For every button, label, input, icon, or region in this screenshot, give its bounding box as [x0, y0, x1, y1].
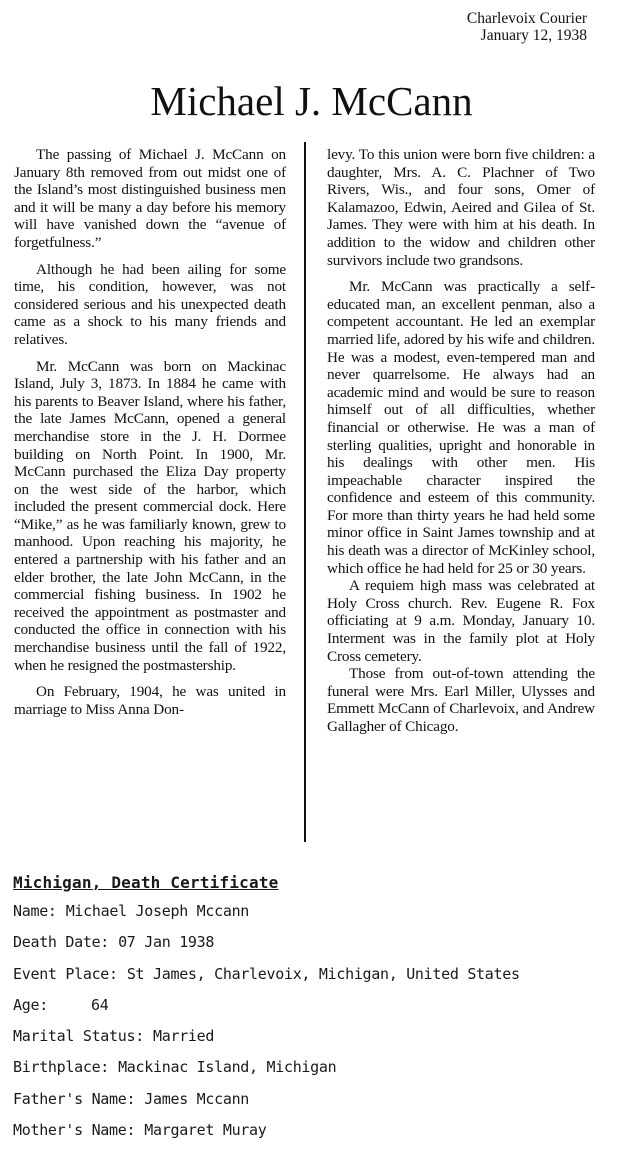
publication-date: January 12, 1938	[480, 27, 587, 44]
field-label: Mother's Name:	[13, 1121, 136, 1140]
field-value: 07 Jan 1938	[118, 933, 215, 952]
field-label: Death Date:	[13, 933, 110, 952]
certificate-row-age	[13, 990, 603, 1021]
field-value: Michael Joseph Mccann	[65, 902, 250, 920]
paragraph: levy. To this union were born five children: a daughter, Mrs. A. C. Plachner of Two Rivers, Wis., and four sons, Omer of Kalamazoo, Edwin, Aeired and Gilea of St. James. They were with him at his death. In addition to the widow and children other survivors include two grandsons.	[327, 146, 595, 269]
field-label: Age:	[13, 995, 48, 1014]
source-masthead	[467, 10, 587, 44]
death-certificate	[13, 870, 603, 1146]
certificate-row-mother	[13, 1115, 603, 1146]
field-value: St James, Charlevoix, Michigan, United States	[126, 964, 520, 983]
paragraph: Those from out-of-town attending the funeral were Mrs. Earl Miller, Ulysses and Emmett McCann of Charlevoix, and Andrew Gallagher of Chicago.	[327, 665, 595, 735]
certificate-heading: Michigan, Death Certificate	[13, 873, 279, 892]
certificate-row-event-place	[13, 959, 603, 990]
field-label: Marital Status:	[13, 1027, 144, 1046]
certificate-row-marital-status	[13, 1021, 603, 1052]
paragraph: Although he had been ailing for some time, his condition, however, was not considered serious and his unexpected death came as a shock to his many friends and relatives.	[14, 260, 286, 348]
column-divider	[304, 142, 306, 842]
certificate-row-birthplace	[13, 1052, 603, 1083]
obituary-left-column	[14, 146, 286, 727]
field-label: Event Place:	[13, 964, 118, 983]
paragraph: Mr. McCann was practically a self-educated man, an excellent penman, also a competent accountant. He led an exemplar married life, adored by his wife and children. He was a modest, even-tempered man and never quarrelsome. He always had an academic mind and would be sure to reason himself out of all difficulties, whether financial or otherwise. He was a man of sterling qualities, upright and honorable in his dealings with other men. His impeachable character inspired the confidence and esteem of this community. For more than thirty years he had held some minor office in Saint James township and at his death was a director of McKinley school, which office he had held for 25 or 30 years.	[327, 278, 595, 577]
field-label: Name:	[13, 902, 57, 920]
certificate-row-father	[13, 1084, 603, 1115]
certificate-row-name	[13, 896, 603, 927]
field-label: Birthplace:	[13, 1058, 110, 1077]
field-value: James Mccann	[144, 1089, 250, 1108]
paragraph: The passing of Michael J. McCann on January 8th removed from out midst one of the Island’s most distinguished business men and it will be many a day before his memory will have vanished down the “avenue of forgetfulness.”	[14, 146, 286, 251]
obituary-title: Michael J. McCann	[150, 78, 473, 124]
field-value: Margaret Muray	[144, 1121, 267, 1140]
field-value: Mackinac Island, Michigan	[118, 1058, 337, 1077]
obituary-right-column	[327, 146, 595, 745]
field-label: Father's Name:	[13, 1089, 136, 1108]
paragraph: Mr. McCann was born on Mackinac Island, July 3, 1873. In 1884 he came with his parents to Beaver Island, where his father, the late James McCann, opened a general merchandise store in the J. H. Dormee building on North Point. In 1900, Mr. McCann purchased the Eliza Day property on the west side of the harbor, which included the present commercial dock. Here “Mike,” as he was familiarly known, grew to manhood. Upon reaching his majority, he entered a partnership with his father and an elder brother, the late John McCann, in the commercial fishing business. In 1902 he received the appointment as postmaster and conducted the office in connection with his merchandise business until the fall of 1922, when he resigned the postmastership.	[14, 357, 286, 674]
paragraph: On February, 1904, he was united in marriage to Miss Anna Don-	[14, 683, 286, 718]
certificate-row-death-date	[13, 927, 603, 958]
field-value: 64	[90, 995, 109, 1014]
paragraph: A requiem high mass was celebrated at Holy Cross church. Rev. Eugene R. Fox officiating at 9 a.m. Monday, January 10. Interment was in the family plot at Holy Cross cemetery.	[327, 577, 595, 665]
publication-name: Charlevoix Courier	[466, 10, 587, 27]
field-value: Married	[153, 1027, 215, 1046]
